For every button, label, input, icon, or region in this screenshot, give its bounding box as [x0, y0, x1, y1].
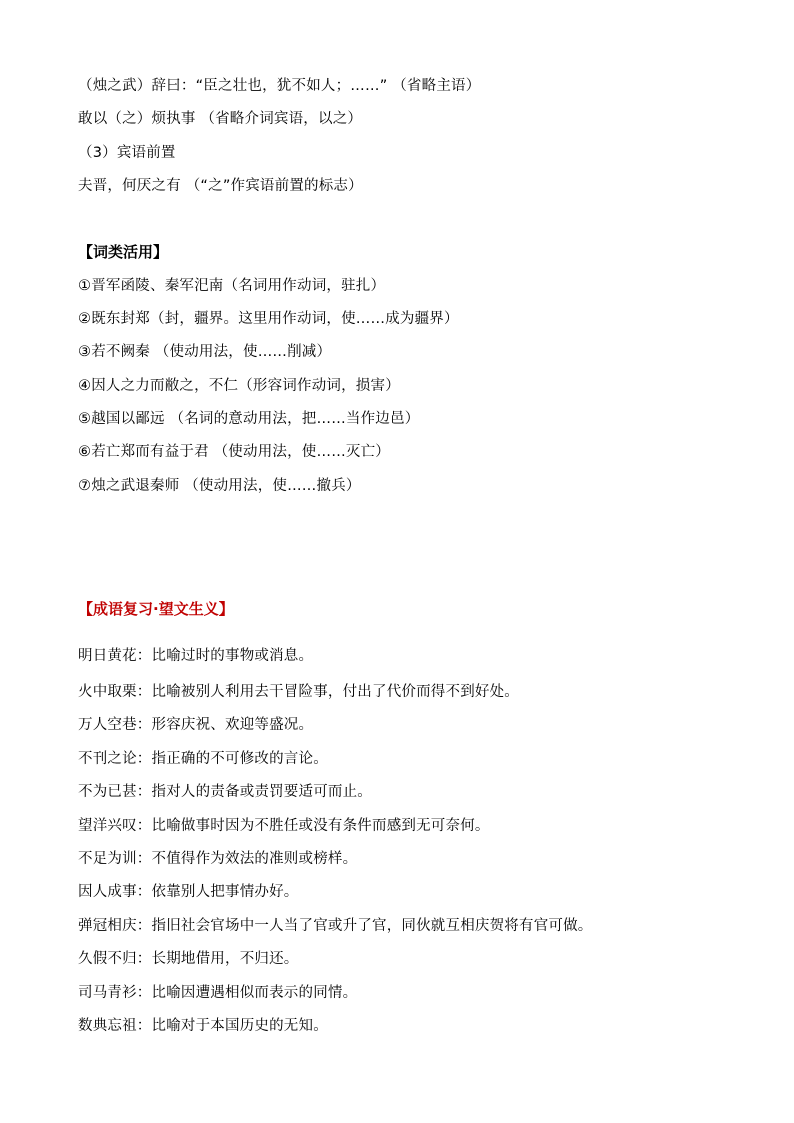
word-class-heading: 【词类活用】: [78, 243, 169, 261]
grammar-line-object-fronting-example: 夫晋，何厌之有 （“之”作宾语前置的标志）: [78, 178, 363, 194]
word-class-item: ⑦烛之武退秦师 （使动用法，使……撤兵）: [78, 478, 361, 494]
idioms-heading: 【成语复习·望文生义】: [78, 600, 234, 618]
idiom-item: 火中取栗：比喻被别人利用去干冒险事，付出了代价而得不到好处。: [78, 684, 519, 700]
grammar-line-object-fronting-title: （3）宾语前置: [78, 145, 176, 161]
grammar-line-omitted-object: 敢以（之）烦执事 （省略介词宾语，以之）: [78, 111, 363, 127]
idiom-item: 不刊之论：指正确的不可修改的言论。: [78, 751, 328, 767]
word-class-item: ⑤越国以鄙远 （名词的意动用法，把……当作边邑）: [78, 411, 420, 427]
idiom-item: 不足为训：不值得作为效法的准则或榜样。: [78, 851, 358, 867]
idiom-item: 明日黄花：比喻过时的事物或消息。: [78, 648, 314, 664]
idiom-item: 司马青衫：比喻因遭遇相似而表示的同情。: [78, 985, 358, 1001]
idiom-item: 万人空巷：形容庆祝、欢迎等盛况。: [78, 717, 314, 733]
idiom-item: 弹冠相庆：指旧社会官场中一人当了官或升了官，同伙就互相庆贺将有官可做。: [78, 918, 593, 934]
grammar-line-omitted-subject: （烛之武）辞曰：“臣之壮也，犹不如人；……” （省略主语）: [78, 78, 481, 94]
word-class-item: ⑥若亡郑而有益于君 （使动用法，使……灭亡）: [78, 444, 391, 460]
idiom-item: 望洋兴叹：比喻做事时因为不胜任或没有条件而感到无可奈何。: [78, 818, 490, 834]
word-class-item: ③若不阙秦 （使动用法，使……削减）: [78, 344, 332, 360]
word-class-item: ②既东封郑（封，疆界。这里用作动词，使……成为疆界）: [78, 311, 459, 327]
word-class-item: ④因人之力而敝之，不仁（形容词作动词，损害）: [78, 378, 400, 394]
idiom-item: 不为已甚：指对人的责备或责罚要适可而止。: [78, 784, 372, 800]
word-class-item: ①晋军函陵、秦军汜南（名词用作动词，驻扎）: [78, 278, 386, 294]
idiom-item: 数典忘祖：比喻对于本国历史的无知。: [78, 1018, 328, 1034]
idiom-item: 久假不归：长期地借用，不归还。: [78, 951, 299, 967]
idiom-item: 因人成事：依靠别人把事情办好。: [78, 884, 299, 900]
